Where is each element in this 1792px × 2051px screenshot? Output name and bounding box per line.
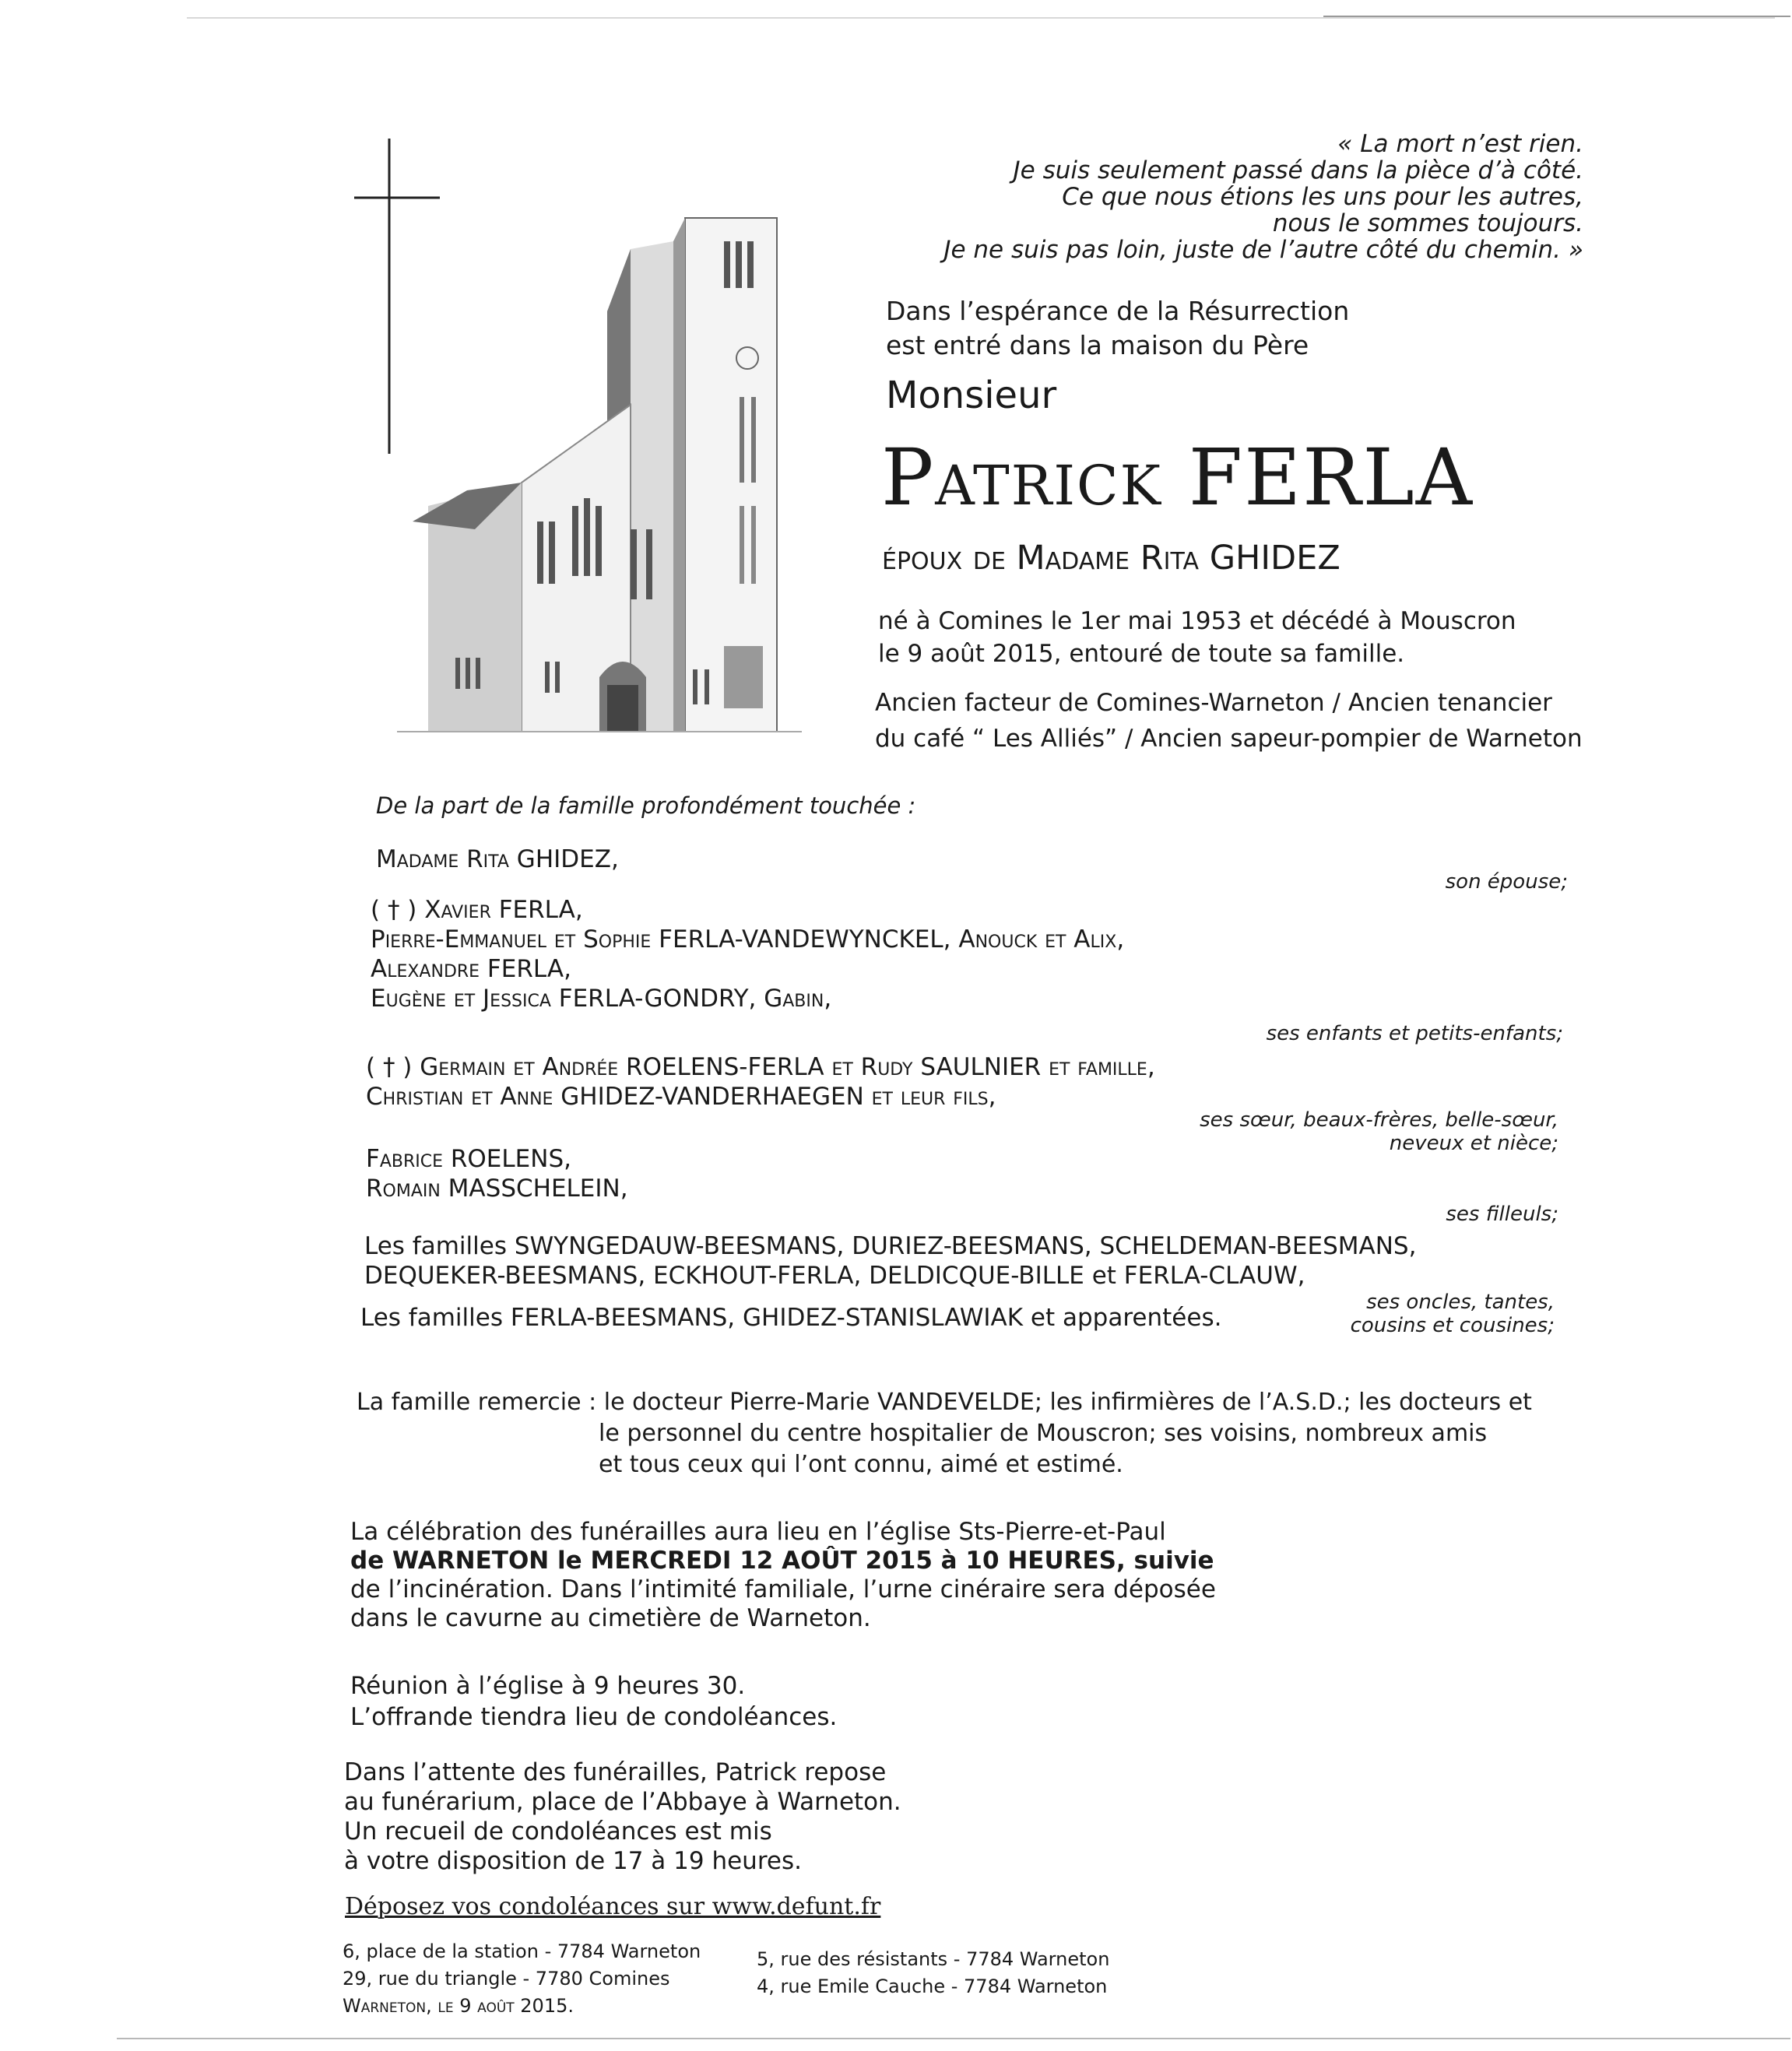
addresses-right (757, 1946, 1109, 2000)
child-line: ( † ) Xavier FERLA, (371, 896, 583, 924)
relatives-line: DEQUEKER-BEESMANS, ECKHOUT-FERLA, DELDICQUE-BILLE et FERLA-CLAUW, (364, 1262, 1305, 1290)
godchild-line: Romain MASSCHELEIN, (366, 1175, 628, 1203)
sibling-line: Christian et Anne GHIDEZ-VANDERHAEGEN et leur fils, (366, 1083, 996, 1111)
reunion-info (350, 1670, 837, 1733)
family-siblings (366, 1052, 1155, 1112)
role-siblings-line: neveux et nièce; (1389, 1132, 1558, 1155)
sibling-line: ( † ) Germain et Andrée ROELENS-FERLA et Rudy SAULNIER et famille, (366, 1053, 1155, 1081)
role-relatives (1351, 1291, 1555, 1337)
address-line: 5, rue des résistants - 7784 Warneton (757, 1948, 1110, 1970)
wake-line: Dans l’attente des funérailles, Patrick repose (344, 1758, 887, 1786)
place-date: Warneton, le 9 août 2015. (343, 1995, 574, 2017)
role-godchildren: ses filleuls; (1446, 1203, 1558, 1226)
birth-line: né à Comines le 1er mai 1953 et décédé à Mouscron (878, 607, 1516, 635)
career-line: du café “ Les Alliés” / Ancien sapeur-pompier de Warneton (875, 725, 1583, 753)
hope-text (886, 294, 1349, 363)
condolences-link[interactable]: Déposez vos condoléances sur www.defunt.fr (345, 1893, 881, 1920)
quote-line: « La mort n’est rien. (1337, 130, 1583, 158)
hope-line: Dans l’espérance de la Résurrection (886, 296, 1350, 326)
family-children (371, 895, 1124, 1013)
relatives-line: Les familles FERLA-BEESMANS, GHIDEZ-STANISLAWIAK et apparentées. (360, 1304, 1222, 1332)
address-line: 6, place de la station - 7784 Warneton (343, 1940, 701, 1962)
address-line: 29, rue du triangle - 7780 Comines (343, 1968, 670, 1990)
funeral-line: La célébration des funérailles aura lieu en l’église Sts-Pierre-et-Paul (350, 1518, 1166, 1546)
deceased-name: Patrick FERLA (881, 432, 1474, 523)
thanks-text (357, 1387, 1532, 1480)
scan-edge-bottom (117, 2038, 1790, 2039)
role-siblings-line: ses sœur, beaux-frères, belle-sœur, (1200, 1108, 1558, 1132)
quote-line: Ce que nous étions les uns pour les autres, (1062, 183, 1583, 211)
role-spouse: son épouse; (1445, 870, 1568, 894)
role-relatives-line: cousins et cousines; (1350, 1314, 1555, 1337)
thanks-line: La famille remercie : le docteur Pierre-Marie VANDEVELDE; les infirmières de l’A.S.D.; les docteurs et (357, 1389, 1532, 1416)
wake-line: Un recueil de condoléances est mis (344, 1817, 772, 1846)
godchild-line: Fabrice ROELENS, (366, 1145, 571, 1173)
spouse-text: époux de Madame Rita GHIDEZ (882, 539, 1340, 578)
reunion-line: Réunion à l’église à 9 heures 30. (350, 1672, 746, 1700)
role-siblings (1200, 1108, 1558, 1155)
poem-quote (805, 131, 1583, 263)
family-godchildren (366, 1144, 628, 1203)
scan-edge-top (187, 17, 1775, 19)
child-line: Pierre-Emmanuel et Sophie FERLA-VANDEWYNCKEL, Anouck et Alix, (371, 925, 1125, 954)
career-line: Ancien facteur de Comines-Warneton / Ancien tenancier (875, 689, 1552, 717)
child-line: Eugène et Jessica FERLA-GONDRY, Gabin, (371, 985, 832, 1013)
career-info (875, 685, 1583, 757)
quote-line: Je suis seulement passé dans la pièce d’à côté. (1013, 156, 1583, 184)
role-relatives-line: ses oncles, tantes, (1366, 1291, 1555, 1314)
scan-edge-top-dark (1323, 16, 1790, 17)
reunion-line: L’offrande tiendra lieu de condoléances. (350, 1703, 838, 1731)
spouse-line (882, 539, 1340, 578)
relatives-line: Les familles SWYNGEDAUW-BEESMANS, DURIEZ-BEESMANS, SCHELDEMAN-BEESMANS, (364, 1232, 1417, 1260)
thanks-line: le personnel du centre hospitalier de Mouscron; ses voisins, nombreux amis (599, 1420, 1488, 1447)
child-line: Alexandre FERLA, (371, 955, 571, 983)
family-intro: De la part de la famille profondément touchée : (376, 792, 916, 819)
family-spouse: Madame Rita GHIDEZ, (376, 845, 619, 873)
address-line: 4, rue Emile Cauche - 7784 Warneton (757, 1975, 1108, 1997)
thanks-line: et tous ceux qui l’ont connu, aimé et estimé. (599, 1451, 1123, 1478)
funeral-line: de l’incinération. Dans l’intimité familiale, l’urne cinéraire sera déposée (350, 1575, 1216, 1603)
funeral-line: dans le cavurne au cimetière de Warneton. (350, 1604, 871, 1632)
birth-line: le 9 août 2015, entouré de toute sa famille. (878, 640, 1405, 668)
funeral-info (350, 1518, 1216, 1633)
wake-info (344, 1758, 901, 1876)
honorific: Monsieur (886, 374, 1057, 417)
wake-line: à votre disposition de 17 à 19 heures. (344, 1847, 802, 1875)
quote-line: Je ne suis pas loin, juste de l’autre côté du chemin. » (943, 236, 1583, 264)
wake-line: au funérarium, place de l’Abbaye à Warneton. (344, 1788, 901, 1816)
hope-line: est entré dans la maison du Père (886, 330, 1309, 360)
funeral-line: de WARNETON le MERCREDI 12 AOÛT 2015 à 10 HEURES, suivie (350, 1547, 1214, 1575)
church-illustration (397, 210, 802, 739)
birth-death-info (878, 605, 1516, 670)
role-children: ses enfants et petits-enfants; (1266, 1022, 1563, 1045)
family-relatives (360, 1231, 1417, 1333)
addresses-left (343, 1938, 701, 2020)
quote-line: nous le sommes toujours. (1272, 209, 1583, 237)
